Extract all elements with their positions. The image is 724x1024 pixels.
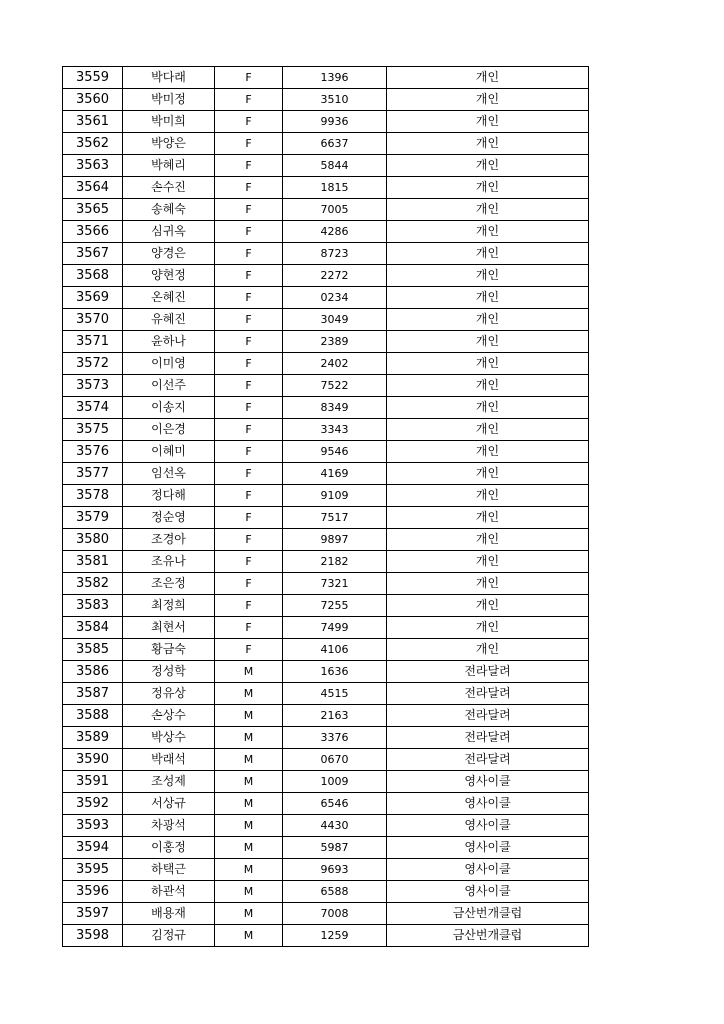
code-cell: 4169 — [283, 463, 387, 485]
club-cell: 전라달려 — [387, 683, 589, 705]
entry-number-cell: 3590 — [63, 749, 123, 771]
name-cell: 이혜미 — [123, 441, 215, 463]
code-cell: 7321 — [283, 573, 387, 595]
club-cell: 전라달려 — [387, 749, 589, 771]
name-cell: 정순영 — [123, 507, 215, 529]
gender-cell: M — [215, 881, 283, 903]
club-cell: 개인 — [387, 551, 589, 573]
code-cell: 1259 — [283, 925, 387, 947]
gender-cell: M — [215, 837, 283, 859]
club-cell: 개인 — [387, 419, 589, 441]
code-cell: 7255 — [283, 595, 387, 617]
table-row — [63, 815, 589, 837]
gender-cell: F — [215, 441, 283, 463]
name-cell: 정성학 — [123, 661, 215, 683]
code-cell: 9546 — [283, 441, 387, 463]
club-cell: 개인 — [387, 529, 589, 551]
code-cell: 9897 — [283, 529, 387, 551]
gender-cell: M — [215, 661, 283, 683]
entry-number-cell: 3567 — [63, 243, 123, 265]
table-row — [63, 507, 589, 529]
table-row — [63, 529, 589, 551]
club-cell: 개인 — [387, 573, 589, 595]
gender-cell: F — [215, 639, 283, 661]
name-cell: 박다래 — [123, 67, 215, 89]
club-cell: 개인 — [387, 67, 589, 89]
entry-number-cell: 3566 — [63, 221, 123, 243]
name-cell: 박양은 — [123, 133, 215, 155]
code-cell: 4286 — [283, 221, 387, 243]
gender-cell: M — [215, 749, 283, 771]
gender-cell: M — [215, 727, 283, 749]
gender-cell: M — [215, 925, 283, 947]
code-cell: 1009 — [283, 771, 387, 793]
entry-number-cell: 3574 — [63, 397, 123, 419]
club-cell: 영사이클 — [387, 859, 589, 881]
name-cell: 이미영 — [123, 353, 215, 375]
code-cell: 2389 — [283, 331, 387, 353]
club-cell: 영사이클 — [387, 815, 589, 837]
table-row — [63, 111, 589, 133]
table-row — [63, 595, 589, 617]
gender-cell: F — [215, 89, 283, 111]
gender-cell: F — [215, 331, 283, 353]
table-row — [63, 639, 589, 661]
code-cell: 8349 — [283, 397, 387, 419]
name-cell: 손상수 — [123, 705, 215, 727]
gender-cell: F — [215, 243, 283, 265]
club-cell: 개인 — [387, 177, 589, 199]
table-row — [63, 199, 589, 221]
table-row — [63, 793, 589, 815]
table-row — [63, 67, 589, 89]
name-cell: 이송지 — [123, 397, 215, 419]
entry-number-cell: 3575 — [63, 419, 123, 441]
table-row — [63, 397, 589, 419]
gender-cell: F — [215, 419, 283, 441]
entry-number-cell: 3588 — [63, 705, 123, 727]
gender-cell: F — [215, 221, 283, 243]
table-row — [63, 705, 589, 727]
name-cell: 이은경 — [123, 419, 215, 441]
entry-number-cell: 3580 — [63, 529, 123, 551]
code-cell: 7517 — [283, 507, 387, 529]
name-cell: 배용재 — [123, 903, 215, 925]
code-cell: 3376 — [283, 727, 387, 749]
gender-cell: M — [215, 705, 283, 727]
club-cell: 개인 — [387, 309, 589, 331]
code-cell: 7522 — [283, 375, 387, 397]
name-cell: 유혜진 — [123, 309, 215, 331]
entry-number-cell: 3578 — [63, 485, 123, 507]
name-cell: 하관석 — [123, 881, 215, 903]
table-row — [63, 287, 589, 309]
code-cell: 2163 — [283, 705, 387, 727]
entry-number-cell: 3589 — [63, 727, 123, 749]
club-cell: 개인 — [387, 485, 589, 507]
club-cell: 개인 — [387, 111, 589, 133]
club-cell: 개인 — [387, 353, 589, 375]
participant-table-body — [63, 67, 589, 947]
table-row — [63, 573, 589, 595]
gender-cell: F — [215, 551, 283, 573]
name-cell: 서상규 — [123, 793, 215, 815]
code-cell: 6588 — [283, 881, 387, 903]
name-cell: 박미정 — [123, 89, 215, 111]
table-row — [63, 551, 589, 573]
gender-cell: M — [215, 771, 283, 793]
club-cell: 개인 — [387, 265, 589, 287]
code-cell: 7005 — [283, 199, 387, 221]
club-cell: 개인 — [387, 617, 589, 639]
entry-number-cell: 3595 — [63, 859, 123, 881]
code-cell: 7008 — [283, 903, 387, 925]
name-cell: 조경아 — [123, 529, 215, 551]
table-row — [63, 925, 589, 947]
name-cell: 하택근 — [123, 859, 215, 881]
code-cell: 5844 — [283, 155, 387, 177]
code-cell: 9693 — [283, 859, 387, 881]
code-cell: 7499 — [283, 617, 387, 639]
club-cell: 개인 — [387, 375, 589, 397]
table-row — [63, 331, 589, 353]
code-cell: 6546 — [283, 793, 387, 815]
club-cell: 영사이클 — [387, 771, 589, 793]
code-cell: 4106 — [283, 639, 387, 661]
entry-number-cell: 3591 — [63, 771, 123, 793]
club-cell: 개인 — [387, 243, 589, 265]
code-cell: 2182 — [283, 551, 387, 573]
club-cell: 개인 — [387, 199, 589, 221]
name-cell: 박미희 — [123, 111, 215, 133]
entry-number-cell: 3596 — [63, 881, 123, 903]
table-row — [63, 463, 589, 485]
club-cell: 개인 — [387, 639, 589, 661]
entry-number-cell: 3577 — [63, 463, 123, 485]
name-cell: 양경은 — [123, 243, 215, 265]
club-cell: 개인 — [387, 441, 589, 463]
gender-cell: F — [215, 111, 283, 133]
code-cell: 1396 — [283, 67, 387, 89]
entry-number-cell: 3594 — [63, 837, 123, 859]
club-cell: 개인 — [387, 595, 589, 617]
code-cell: 1815 — [283, 177, 387, 199]
club-cell: 개인 — [387, 331, 589, 353]
club-cell: 개인 — [387, 397, 589, 419]
table-row — [63, 727, 589, 749]
code-cell: 2402 — [283, 353, 387, 375]
entry-number-cell: 3579 — [63, 507, 123, 529]
entry-number-cell: 3559 — [63, 67, 123, 89]
entry-number-cell: 3583 — [63, 595, 123, 617]
code-cell: 4515 — [283, 683, 387, 705]
gender-cell: F — [215, 595, 283, 617]
table-row — [63, 771, 589, 793]
code-cell: 0234 — [283, 287, 387, 309]
table-row — [63, 419, 589, 441]
entry-number-cell: 3587 — [63, 683, 123, 705]
code-cell: 9936 — [283, 111, 387, 133]
entry-number-cell: 3564 — [63, 177, 123, 199]
gender-cell: F — [215, 67, 283, 89]
code-cell: 5987 — [283, 837, 387, 859]
gender-cell: F — [215, 265, 283, 287]
code-cell: 0670 — [283, 749, 387, 771]
club-cell: 개인 — [387, 133, 589, 155]
code-cell: 3049 — [283, 309, 387, 331]
name-cell: 황금숙 — [123, 639, 215, 661]
gender-cell: F — [215, 155, 283, 177]
table-row — [63, 177, 589, 199]
code-cell: 3343 — [283, 419, 387, 441]
name-cell: 윤하나 — [123, 331, 215, 353]
entry-number-cell: 3576 — [63, 441, 123, 463]
code-cell: 3510 — [283, 89, 387, 111]
name-cell: 손수진 — [123, 177, 215, 199]
name-cell: 정유상 — [123, 683, 215, 705]
club-cell: 개인 — [387, 89, 589, 111]
code-cell: 1636 — [283, 661, 387, 683]
table-row — [63, 859, 589, 881]
club-cell: 개인 — [387, 221, 589, 243]
entry-number-cell: 3568 — [63, 265, 123, 287]
name-cell: 박상수 — [123, 727, 215, 749]
entry-number-cell: 3565 — [63, 199, 123, 221]
participant-table — [62, 66, 589, 947]
table-row — [63, 309, 589, 331]
name-cell: 최정희 — [123, 595, 215, 617]
entry-number-cell: 3598 — [63, 925, 123, 947]
entry-number-cell: 3572 — [63, 353, 123, 375]
gender-cell: F — [215, 199, 283, 221]
club-cell: 전라달려 — [387, 705, 589, 727]
entry-number-cell: 3582 — [63, 573, 123, 595]
name-cell: 온혜진 — [123, 287, 215, 309]
gender-cell: M — [215, 683, 283, 705]
gender-cell: F — [215, 133, 283, 155]
gender-cell: M — [215, 815, 283, 837]
table-row — [63, 441, 589, 463]
entry-number-cell: 3569 — [63, 287, 123, 309]
club-cell: 개인 — [387, 507, 589, 529]
entry-number-cell: 3592 — [63, 793, 123, 815]
entry-number-cell: 3586 — [63, 661, 123, 683]
club-cell: 영사이클 — [387, 881, 589, 903]
table-row — [63, 617, 589, 639]
table-row — [63, 353, 589, 375]
table-row — [63, 661, 589, 683]
table-row — [63, 133, 589, 155]
entry-number-cell: 3560 — [63, 89, 123, 111]
club-cell: 개인 — [387, 155, 589, 177]
entry-number-cell: 3593 — [63, 815, 123, 837]
club-cell: 영사이클 — [387, 837, 589, 859]
name-cell: 이홍정 — [123, 837, 215, 859]
entry-number-cell: 3563 — [63, 155, 123, 177]
name-cell: 송혜숙 — [123, 199, 215, 221]
table-row — [63, 485, 589, 507]
gender-cell: F — [215, 287, 283, 309]
club-cell: 개인 — [387, 463, 589, 485]
table-row — [63, 89, 589, 111]
entry-number-cell: 3571 — [63, 331, 123, 353]
gender-cell: M — [215, 793, 283, 815]
name-cell: 양현정 — [123, 265, 215, 287]
code-cell: 2272 — [283, 265, 387, 287]
name-cell: 심귀옥 — [123, 221, 215, 243]
gender-cell: F — [215, 485, 283, 507]
gender-cell: M — [215, 903, 283, 925]
gender-cell: F — [215, 177, 283, 199]
name-cell: 임선옥 — [123, 463, 215, 485]
gender-cell: F — [215, 375, 283, 397]
name-cell: 이선주 — [123, 375, 215, 397]
name-cell: 김정규 — [123, 925, 215, 947]
table-row — [63, 881, 589, 903]
entry-number-cell: 3584 — [63, 617, 123, 639]
code-cell: 9109 — [283, 485, 387, 507]
name-cell: 박혜리 — [123, 155, 215, 177]
code-cell: 4430 — [283, 815, 387, 837]
gender-cell: F — [215, 573, 283, 595]
club-cell: 금산번개클럽 — [387, 925, 589, 947]
gender-cell: F — [215, 617, 283, 639]
table-row — [63, 265, 589, 287]
name-cell: 조유나 — [123, 551, 215, 573]
club-cell: 전라달려 — [387, 661, 589, 683]
entry-number-cell: 3581 — [63, 551, 123, 573]
code-cell: 6637 — [283, 133, 387, 155]
table-row — [63, 221, 589, 243]
gender-cell: F — [215, 463, 283, 485]
gender-cell: F — [215, 309, 283, 331]
name-cell: 최현서 — [123, 617, 215, 639]
gender-cell: M — [215, 859, 283, 881]
name-cell: 조은정 — [123, 573, 215, 595]
table-row — [63, 155, 589, 177]
gender-cell: F — [215, 529, 283, 551]
entry-number-cell: 3570 — [63, 309, 123, 331]
entry-number-cell: 3562 — [63, 133, 123, 155]
entry-number-cell: 3597 — [63, 903, 123, 925]
entry-number-cell: 3573 — [63, 375, 123, 397]
table-row — [63, 837, 589, 859]
table-row — [63, 749, 589, 771]
table-row — [63, 375, 589, 397]
name-cell: 조성제 — [123, 771, 215, 793]
club-cell: 개인 — [387, 287, 589, 309]
name-cell: 박래석 — [123, 749, 215, 771]
name-cell: 정다해 — [123, 485, 215, 507]
table-row — [63, 683, 589, 705]
club-cell: 금산번개클럽 — [387, 903, 589, 925]
table-row — [63, 243, 589, 265]
gender-cell: F — [215, 397, 283, 419]
club-cell: 영사이클 — [387, 793, 589, 815]
entry-number-cell: 3585 — [63, 639, 123, 661]
club-cell: 전라달려 — [387, 727, 589, 749]
name-cell: 차광석 — [123, 815, 215, 837]
entry-number-cell: 3561 — [63, 111, 123, 133]
gender-cell: F — [215, 507, 283, 529]
table-row — [63, 903, 589, 925]
gender-cell: F — [215, 353, 283, 375]
code-cell: 8723 — [283, 243, 387, 265]
